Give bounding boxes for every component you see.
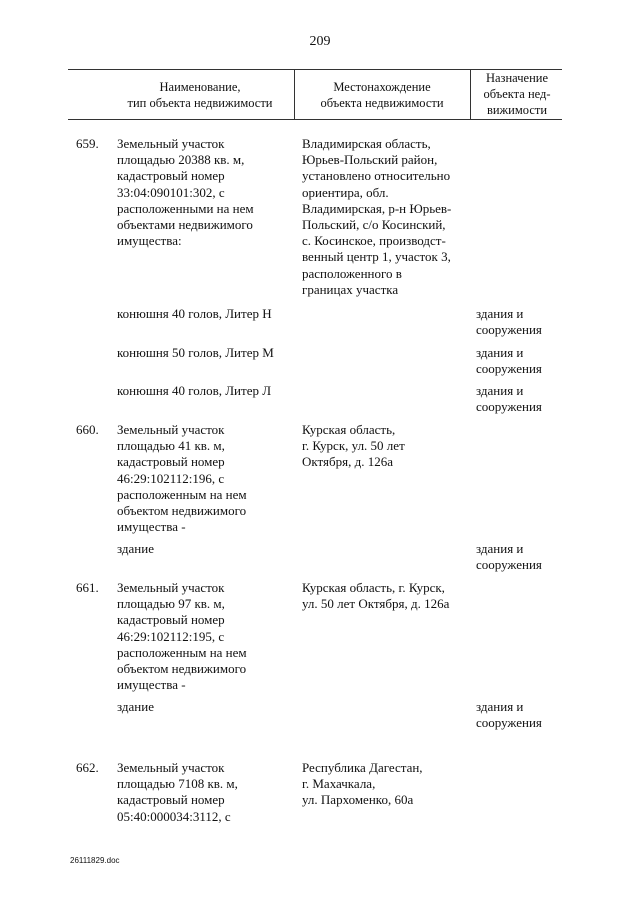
property-location: Республика Дагестан, г. Махачкала, ул. Пархоменко, 60а — [302, 760, 423, 808]
row-number: 660. — [76, 422, 99, 437]
header-name-type: Наименование, тип объекта недвижимости — [127, 80, 273, 110]
sub-object-name: здание — [117, 541, 154, 556]
header-divider — [294, 69, 295, 119]
page-number: 209 — [309, 34, 331, 49]
object-purpose: здания и сооружения — [476, 383, 542, 415]
row-number: 659. — [76, 136, 99, 151]
header-purpose: Назначение объекта нед- вижимости — [483, 71, 551, 117]
row-number: 661. — [76, 580, 99, 595]
property-description: Земельный участок площадью 41 кв. м, кадастровый номер 46:29:102112:196, с расположенным на нем объектом недвижимого имущества - — [117, 422, 247, 535]
header-divider — [470, 69, 471, 119]
object-purpose: здания и сооружения — [476, 699, 542, 731]
property-location: Владимирская область, Юрьев-Польский район, установлено относительно ориентира, обл. Владимирская, р-н Юрьев- Польский, с/о Косинский, с. Косинское, производст- венный центр 1, участок 3, расположенного в границах участка — [302, 136, 452, 297]
document-filename: 26111829.doc — [70, 856, 120, 865]
property-description: Земельный участок площадью 97 кв. м, кадастровый номер 46:29:102112:195, с расположенным на нем объектом недвижимого имущества - — [117, 580, 247, 693]
property-description: Земельный участок площадью 7108 кв. м, кадастровый номер 05:40:000034:3112, с — [117, 760, 238, 824]
sub-object-name: конюшня 50 голов, Литер М — [117, 345, 274, 360]
sub-object-name: конюшня 40 голов, Литер Л — [117, 383, 272, 398]
object-purpose: здания и сооружения — [476, 541, 542, 573]
row-number: 662. — [76, 760, 99, 775]
sub-object-name: здание — [117, 699, 154, 714]
property-location: Курская область, г. Курск, ул. 50 лет Октября, д. 126а — [302, 580, 450, 612]
sub-object-name: конюшня 40 голов, Литер Н — [117, 306, 272, 321]
object-purpose: здания и сооружения — [476, 345, 542, 377]
table-header-rule — [68, 119, 562, 120]
property-description: Земельный участок площадью 20388 кв. м, кадастровый номер 33:04:090101:302, с расположенными на нем объектами недвижимого имущества: — [117, 136, 254, 249]
property-location: Курская область, г. Курск, ул. 50 лет Октября, д. 126а — [302, 422, 405, 470]
header-location: Местонахождение объекта недвижимости — [320, 80, 444, 110]
object-purpose: здания и сооружения — [476, 306, 542, 338]
